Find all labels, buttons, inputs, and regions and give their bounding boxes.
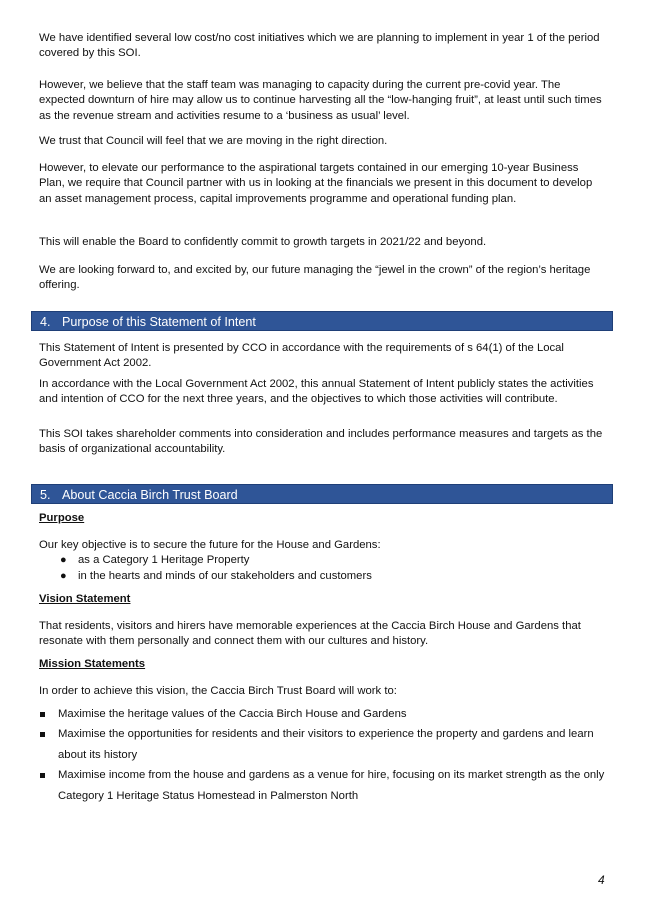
vision-text: That residents, visitors and hirers have memorable experiences at the Caccia Birch House and Gardens that resonate with them personally and connect them with our cultures and history. bbox=[39, 620, 581, 648]
section-4-heading bbox=[31, 311, 613, 331]
purpose-text: Our key objective is to secure the future for the House and Gardens: bbox=[39, 539, 381, 551]
vision-heading: Vision Statement bbox=[39, 593, 131, 605]
bullet-square-icon bbox=[40, 712, 45, 717]
purpose-bullet-2: in the hearts and minds of our stakeholders and customers bbox=[78, 570, 372, 582]
intro-paragraph-4: However, to elevate our performance to the aspirational targets contained in our emerging 10-year Business Plan, we require that Council partner with us in looking at the financials we present in this document to develop an asset management process, capital improvements programme and operational funding plan. bbox=[39, 162, 593, 205]
mission-bullet-1: Maximise the heritage values of the Caccia Birch House and Gardens bbox=[58, 708, 407, 720]
section-4-number: 4. bbox=[40, 315, 51, 329]
section-4-paragraph-3: This SOI takes shareholder comments into consideration and includes performance measures and targets as the basis of organizational accountability. bbox=[39, 428, 603, 456]
intro-paragraph-6: We are looking forward to, and excited by, our future managing the “jewel in the crown” of the region’s heritage offering. bbox=[39, 264, 591, 292]
purpose-heading: Purpose bbox=[39, 512, 85, 524]
section-4-title: Purpose of this Statement of Intent bbox=[62, 315, 256, 329]
section-4-paragraph-2: In accordance with the Local Government Act 2002, this annual Statement of Intent publicly states the activities and intention of CCO for the next three years, and the objectives to which those activities will contribute. bbox=[39, 378, 594, 406]
bullet-dot-icon: ● bbox=[60, 570, 67, 582]
bullet-square-icon bbox=[40, 773, 45, 778]
section-5-title: About Caccia Birch Trust Board bbox=[62, 488, 238, 502]
bullet-square-icon bbox=[40, 732, 45, 737]
intro-paragraph-1: We have identified several low cost/no cost initiatives which we are planning to implement in year 1 of the period covered by this SOI. bbox=[39, 32, 600, 60]
section-5-number: 5. bbox=[40, 488, 51, 502]
purpose-bullet-1: as a Category 1 Heritage Property bbox=[78, 554, 250, 566]
intro-paragraph-2: However, we believe that the staff team was managing to capacity during the current pre-covid year. The expected downturn of hire may allow us to continue harvesting all the “low-hanging fruit”, at least until such times as the revenue stream and activities resume to a ‘business as usual’ level. bbox=[39, 79, 602, 122]
mission-text: In order to achieve this vision, the Caccia Birch Trust Board will work to: bbox=[39, 685, 397, 697]
mission-heading: Mission Statements bbox=[39, 658, 146, 670]
mission-bullet-3: Maximise income from the house and gardens as a venue for hire, focusing on its market strength as the only Category 1 Heritage Status Homestead in Palmerston North bbox=[58, 769, 605, 802]
section-4-paragraph-1: This Statement of Intent is presented by CCO in accordance with the requirements of s 64(1) of the Local Government Act 2002. bbox=[39, 342, 564, 370]
mission-bullet-2: Maximise the opportunities for residents and their visitors to experience the property and gardens and learn about its history bbox=[58, 728, 594, 761]
section-5-heading bbox=[31, 484, 613, 504]
bullet-dot-icon: ● bbox=[60, 554, 67, 566]
intro-paragraph-5: This will enable the Board to confidently commit to growth targets in 2021/22 and beyond. bbox=[39, 236, 487, 248]
intro-paragraph-3: We trust that Council will feel that we are moving in the right direction. bbox=[39, 135, 388, 147]
page-number: 4 bbox=[598, 873, 605, 887]
